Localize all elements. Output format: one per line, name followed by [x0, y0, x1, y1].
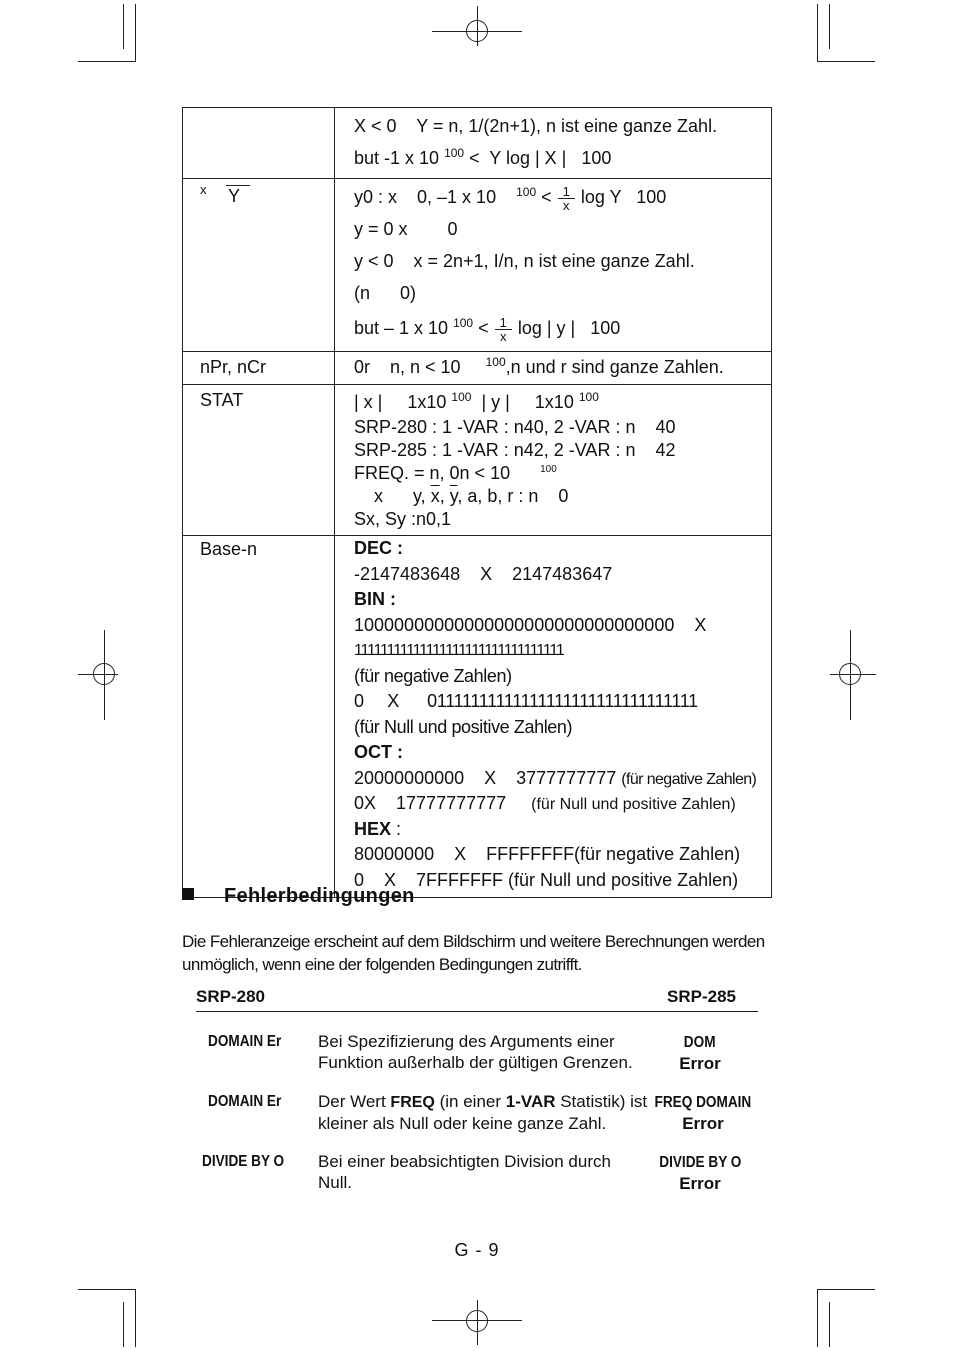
page-number: G - 9 — [454, 1240, 500, 1260]
text-line: 0 X 01111111111111111111111111111111 — [354, 691, 698, 711]
oct-label: OCT : — [354, 742, 403, 762]
error-description: Bei Spezifizierung des Arguments einer Funktion außerhalb der gültigen Grenzen. — [318, 1032, 633, 1072]
text-line: 11111111111111111111111111111111 — [354, 642, 564, 659]
table-row — [183, 536, 772, 898]
error-code: DIVIDE BY O — [202, 1153, 285, 1170]
root-index: x — [200, 182, 207, 197]
error-code: DOMAIN Er — [208, 1093, 282, 1110]
text-line: x y, $\overline{x}$, $\overline{y}$, a, b, r : n 0 — [354, 486, 569, 506]
text-line: (für negative Zahlen) — [354, 665, 512, 686]
error-description: Der Wert FREQ (in einer 1-VAR Statistik) ist kleiner als Null oder keine ganze Zahl. — [318, 1092, 648, 1133]
text-line: y < 0 x = 2n+1, I/n, n ist eine ganze Zahl. — [354, 251, 695, 271]
row-content — [335, 108, 772, 179]
text-line: 0r n, n < 10 $^{100}$,n und r sind ganze Zahlen. — [354, 355, 724, 377]
table-row — [183, 179, 772, 352]
column-header-left: SRP-280 — [196, 987, 265, 1006]
error-description: Bei einer beabsichtigten Division durch Null. — [318, 1152, 611, 1192]
text-line: FREQ. = n, 0n < 10 $^{100}$ — [354, 463, 557, 483]
text-line: y0 : x 0, –1 x 10 $^{100}$ < $\frac{1}{x}$ log Y 100 — [354, 183, 667, 213]
bin-label: BIN : — [354, 589, 396, 609]
row-label — [183, 179, 335, 352]
text-line: Sx, Sy :n0,1 — [354, 509, 452, 529]
dec-label: DEC : — [354, 538, 403, 558]
text-line: 10000000000000000000000000000000 X — [354, 614, 707, 635]
limits-table — [182, 107, 772, 898]
text-line: | x | 1x10 $^{100}$ | y | 1x10 $^{100}$ — [354, 390, 599, 412]
row-content — [335, 352, 772, 385]
error-table-header — [196, 987, 758, 1012]
section-heading — [182, 885, 415, 908]
text-line: X < 0 Y = n, 1/(2n+1), n ist eine ganze Zahl. — [354, 116, 718, 136]
text-line: 0 X 7FFFFFFF (für Null und positive Zahlen) — [354, 869, 739, 890]
text-line: -2147483648 X 2147483647 — [354, 563, 613, 584]
fraction: $\frac{1}{x}$ — [558, 185, 575, 212]
text-line: y = 0 x 0 — [354, 219, 458, 239]
row-label: nPr, nCr — [183, 352, 335, 385]
text-line: but – 1 x 10 $^{100}$ < $\frac{1}{x}$ log | y | 100 — [354, 314, 621, 344]
table-row — [183, 108, 772, 179]
text-line: 20000000000 X 3777777777 (für negative Zahlen) — [354, 767, 757, 788]
fraction: $\frac{1}{x}$ — [495, 316, 512, 343]
intro-paragraph: Die Fehleranzeige erscheint auf dem Bildschirm und weitere Berechnungen werden unmöglich, wenn eine der folgenden Bedingungen zutrifft. — [182, 932, 765, 974]
error-code-alt: DIVIDE BY O Error — [658, 1154, 742, 1193]
text-line: but -1 x 10 $^{100}$ < Y log | X | 100 — [354, 146, 612, 168]
text-line: (n 0) — [354, 283, 417, 303]
text-line: SRP-280 : 1 -VAR : n40, 2 -VAR : n 40 — [354, 417, 676, 437]
text-line: 0X 17777777777 (für Null und positive Zahlen) — [354, 793, 736, 813]
row-label — [183, 108, 335, 179]
error-code: DOMAIN Er — [208, 1033, 282, 1050]
table-row — [183, 385, 772, 536]
text-line: SRP-285 : 1 -VAR : n42, 2 -VAR : n 42 — [354, 440, 676, 460]
row-content — [335, 179, 772, 352]
row-content — [335, 536, 772, 898]
text-line: HEX : — [354, 818, 402, 839]
root-radicand: Y — [226, 185, 250, 208]
error-code-alt: FREQ DOMAIN Error — [654, 1094, 752, 1133]
row-label: Base-n — [183, 536, 335, 898]
table-row — [183, 352, 772, 385]
square-bullet-icon — [182, 888, 194, 900]
row-label: STAT — [183, 385, 335, 536]
text-line: 80000000 X FFFFFFFF(für negative Zahlen) — [354, 844, 741, 864]
row-content — [335, 385, 772, 536]
section-title: Fehlerbedingungen — [224, 885, 415, 907]
text-line: (für Null und positive Zahlen) — [354, 716, 573, 737]
error-code-alt: DOM Error — [679, 1034, 721, 1073]
column-header-right: SRP-285 — [667, 987, 736, 1006]
